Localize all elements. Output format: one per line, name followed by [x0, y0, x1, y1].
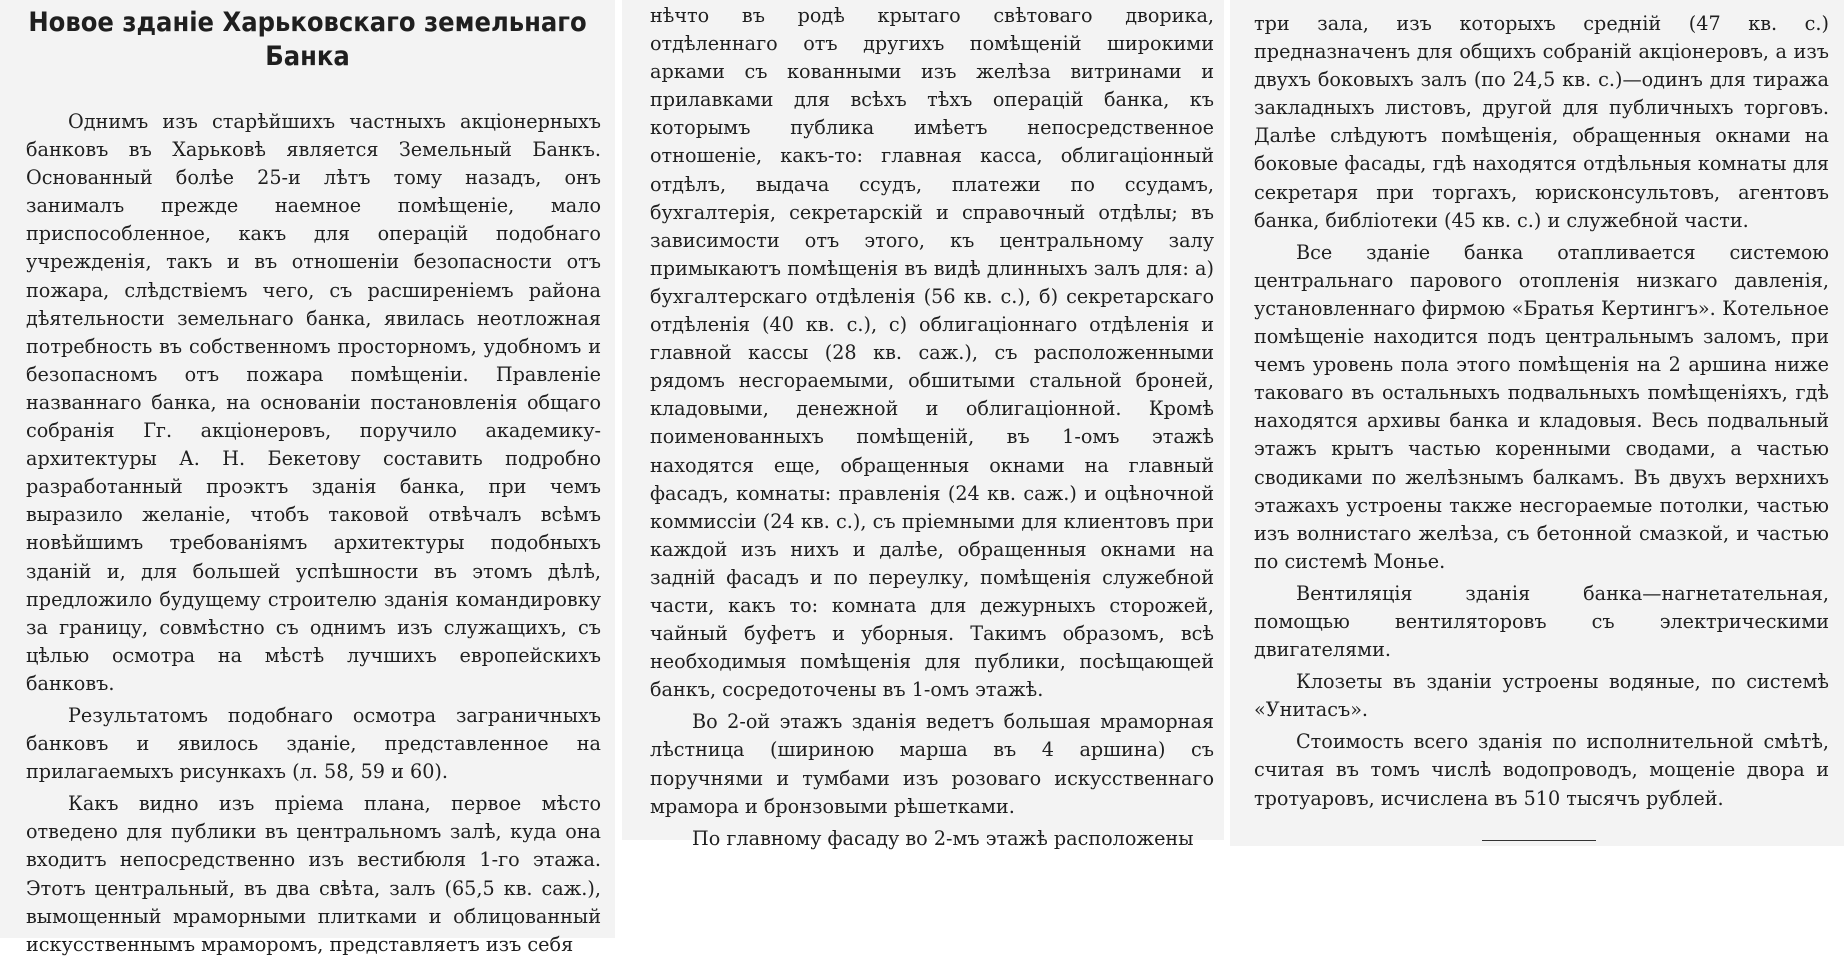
- paragraph: Все зданіе банка отапливается системою центральнаго паровoго отопленія низкаго давленія, установленнаго фирмою «Братья Кертингъ». Котельное помѣщеніе находится подъ центральнымъ заломъ, при чемъ уровень пола этого помѣщенія на 2 аршина ниже таковаго въ остальныхъ подвальныхъ помѣщеніяхъ, гдѣ находятся архивы банка и кладовыя. Весь подвальный этажъ крытъ частью коренными сводами, а частью сводиками по желѣзнымъ балкамъ. Въ двухъ верхнихъ этажахъ устроены также несгораемые потолки, частью изъ волнистаго желѣза, съ бетонной смазкой, и частью по системѣ Монье.: [1254, 240, 1829, 573]
- text-column-2: [622, 0, 1224, 850]
- paragraph: Какъ видно изъ пріема плана, первое мѣсто отведено для публики въ центральномъ залѣ, куда она входитъ непосредственно изъ вестибюля 1-го этажа. Этотъ центральный, въ два свѣта, залъ (65,5 кв. саж.), вымощенный мраморными плитками и облицованный искусственнымъ мраморомъ, представляетъ изъ себя: [26, 792, 601, 956]
- article-title: [0, 6, 615, 74]
- paragraph: нѣчто въ родѣ крытаго свѣтоваго дворика, отдѣленнаго отъ другихъ помѣщеній широкими арками съ кованными изъ желѣза витринами и прилавками для всѣхъ тѣхъ операцій банка, къ которымъ публика имѣетъ непосредственное отношеніе, какъ-то: главная касса, облигаціонный отдѣлъ, выдача ссудъ, платежи по ссудамъ, бухгалтерія, секретарскій и справочный отдѣлы; въ зависимости отъ этого, къ центральному залу примыкаютъ помѣщенія въ видѣ длинныхъ залъ для: а) бухгалтерскаго отдѣленія (56 кв. с.), б) секретарскаго отдѣленія (40 кв. с.), с) облигаціоннаго отдѣленія и главной кассы (28 кв. саж.), съ расположенными рядомъ несгораемыми, обшитыми стальной броней, кладовыми, денежной и облигаціонной. Кромѣ поименованныхъ помѣщеній, въ 1-омъ этажѣ находятся еще, обращенныя окнами на главный фасадъ, комнаты: правленія (24 кв. саж.) и оцѣночной коммиссіи (24 кв. с.), съ пріемными для клиентовъ при каждой изъ нихъ и далѣе, обращенныя окнами на задній фасадъ и по переулку, помѣщенія служебной части, какъ то: комната для дежурныхъ сторожей, чайный буфетъ и уборныя. Такимъ образомъ, всѣ необходимыя помѣщенія для публики, посѣщающей банкъ, сосредоточены въ 1-омъ этажѣ.: [650, 4, 1214, 702]
- paragraph: По главному фасаду во 2-мъ этажѣ расположены: [692, 826, 1194, 850]
- text-column-1: [0, 0, 615, 956]
- column-2-body: [650, 2, 1214, 857]
- column-1-body: [26, 108, 601, 963]
- title-line-1: Новое зданіе Харьковскаго земельнаго: [28, 7, 587, 38]
- paragraph: Результатомъ подобнаго осмотра заграничныхъ банковъ и явилось зданіе, представленное на прилагаемыхъ рисункахъ (л. 58, 59 и 60).: [26, 703, 601, 784]
- paragraph: Однимъ изъ старѣйшихъ частныхъ акціонерныхъ банковъ въ Харьковѣ является Земельный Банкъ. Основанный болѣе 25-и лѣтъ тому назадъ, онъ занималъ прежде наемное помѣщеніе, мало приспособленное, какъ для операцій подобнаго учрежденія, такъ и въ отношеніи безопасности отъ пожара, слѣдствіемъ чего, съ расширеніемъ района дѣятельности земельнаго банка, явилась неотложная потребность въ собственномъ просторномъ, удобномъ и безопасномъ отъ пожара помѣщеніи. Правленіе названнаго банка, на основаніи постановленія общаго собранія Гг. акціонеровъ, поручило академику-архитектуры А. Н. Бекетову составить подробно разработанный проэктъ зданія банка, при чемъ выразило желаніе, чтобъ таковой отвѣчалъ всѣмъ новѣйшимъ требованіямъ архитектуры подобныхъ зданій и, для большей успѣшности въ этомъ дѣлѣ, предложило будущему строителю зданія командировку за границу, совмѣстно съ однимъ изъ служащихъ, съ цѣлью осмотра на мѣстѣ лучшихъ европейскихъ банковъ.: [26, 110, 601, 695]
- text-column-3: [1230, 0, 1844, 846]
- end-rule: [1482, 840, 1596, 841]
- paragraph: Стоимость всего зданія по исполнительной смѣтѣ, считая въ томъ числѣ водопроводъ, мощеніе двора и тротуаровъ, исчислена въ 510 тысячъ рублей.: [1254, 730, 1829, 810]
- paragraph: Вентиляція зданія банка—нагнетательная, помощью вентиляторовъ съ электрическими двигателями.: [1254, 581, 1829, 662]
- paragraph: три зала, изъ которыхъ средній (47 кв. с.) предназначенъ для общихъ собраній акціонеровъ, а изъ двухъ боковыхъ залъ (по 24,5 кв. с.)—одинъ для тиража закладныхъ листовъ, другой для публичныхъ торговъ. Далѣе слѣдуютъ помѣщенія, обращенныя окнами на боковые фасады, гдѣ находятся отдѣльныя комнаты для секретаря при торгахъ, юрисконсультовъ, агентовъ банка, библіотеки (45 кв. с.) и служебной части.: [1254, 12, 1829, 232]
- column-3-body: [1254, 10, 1829, 817]
- paragraph: Во 2-ой этажъ зданія ведетъ большая мраморная лѣстница (шириною марша въ 4 аршина) съ поручнями и тумбами изъ розоваго искусственнаго мрамора и бронзовыми рѣшетками.: [650, 710, 1214, 818]
- title-line-2: Банка: [265, 41, 350, 72]
- paragraph: Клозеты въ зданіи устроены водяные, по системѣ «Унитасъ».: [1254, 670, 1829, 722]
